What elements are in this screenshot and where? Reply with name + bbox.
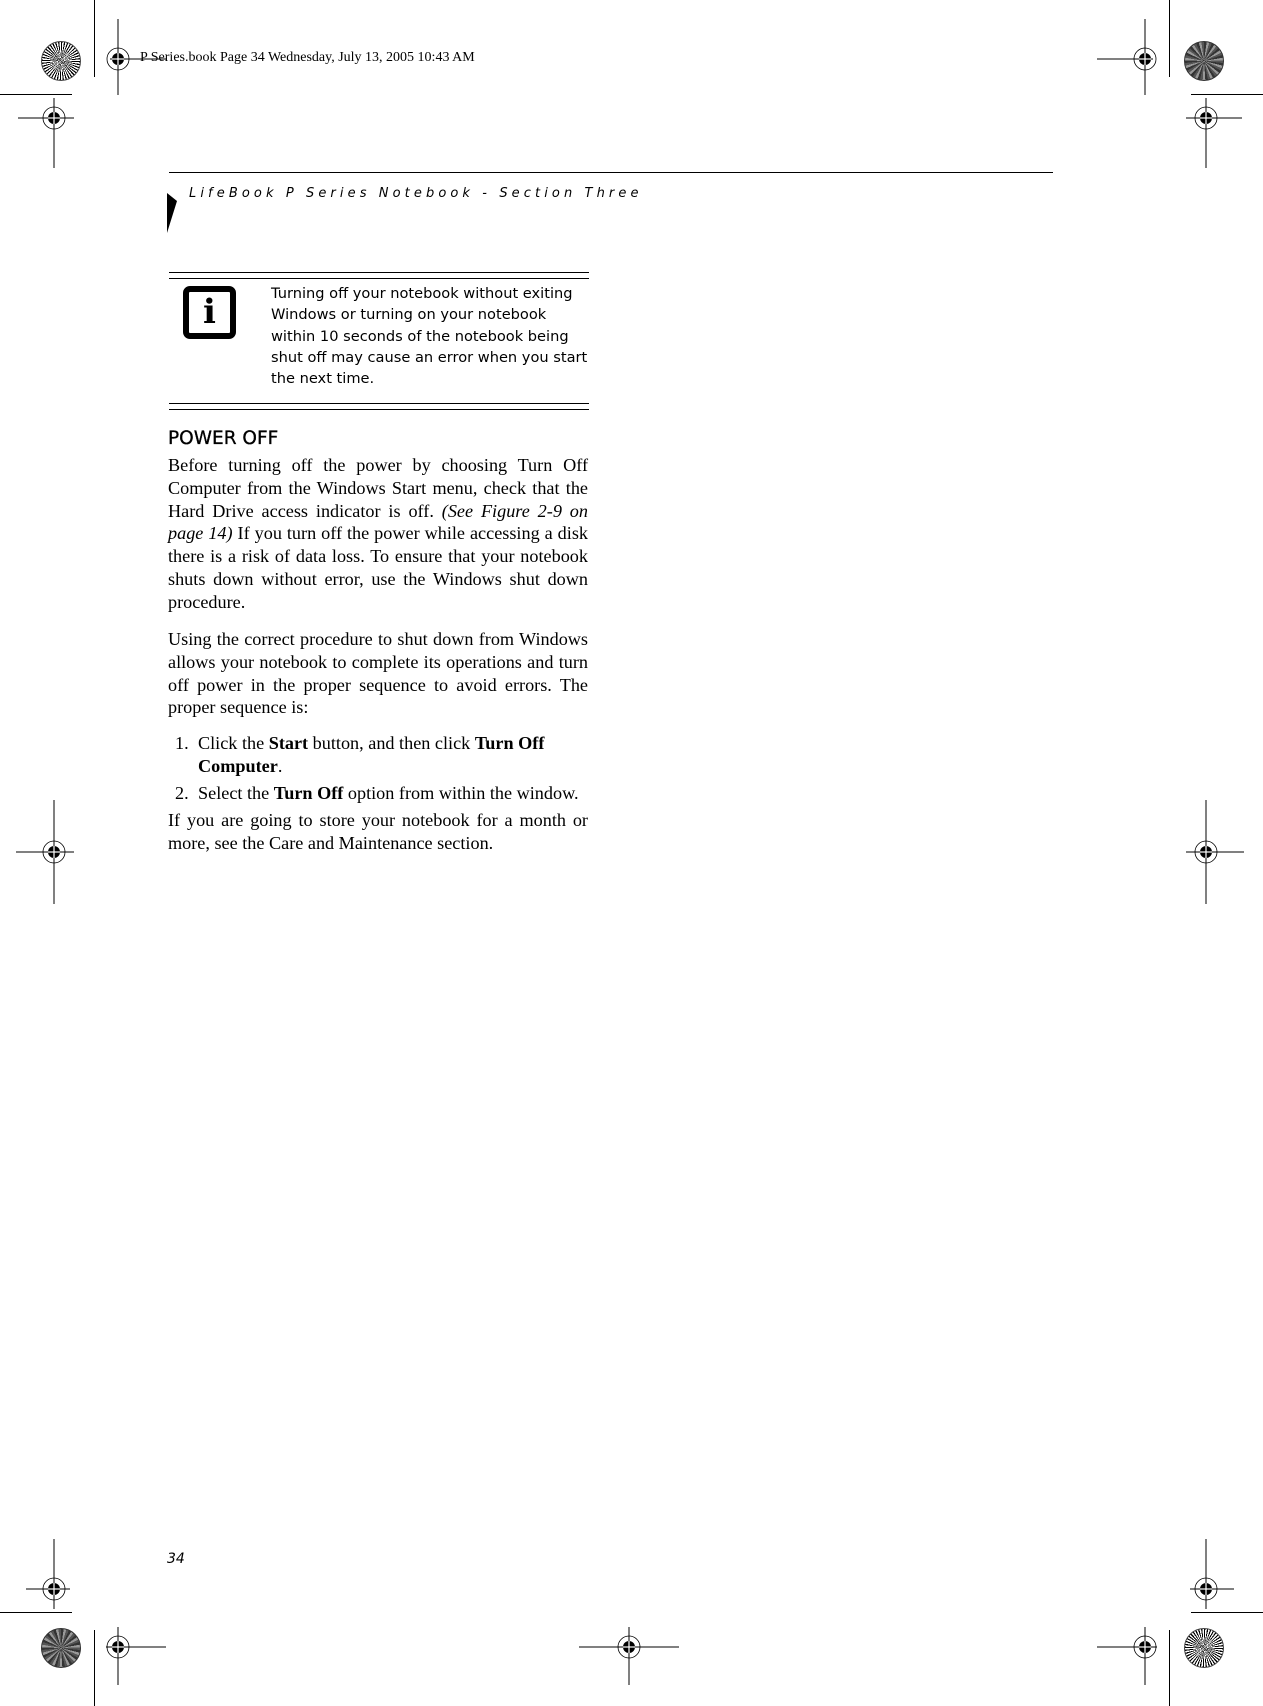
note-bottom-rule bbox=[169, 403, 589, 410]
step-item: 1. Click the Start button, and then click Turn Off Computer. bbox=[175, 733, 545, 776]
paragraph-power-off-intro: Before turning off the power by choosing Turn Off Computer from the Windows Start menu, check that the Hard Drive access indicator is off. (See Figure 2-9 on page 14) If you turn off the power while accessing a disk there is a risk of data loss. To ensure that your notebook shuts down without error, use the Windows shut down procedure. bbox=[168, 455, 588, 612]
info-icon: i bbox=[183, 286, 236, 339]
registration-target-icon bbox=[1095, 1597, 1195, 1697]
paragraph-storage: If you are going to store your notebook for a month or more, see the Care and Maintenance section. bbox=[168, 810, 588, 853]
print-slug: P Series.book Page 34 Wednesday, July 13, 2005 10:43 AM bbox=[140, 50, 475, 65]
running-header-tab bbox=[167, 193, 177, 233]
page-number: 34 bbox=[167, 1551, 185, 1567]
running-header: LifeBook P Series Notebook - Section Three bbox=[189, 186, 643, 201]
running-header-rule bbox=[169, 172, 1053, 173]
section-heading: POWER OFF bbox=[168, 428, 279, 449]
paragraph-procedure: Using the correct procedure to shut down from Windows allows your notebook to complete its operations and turn off power in the proper sequence to avoid errors. The proper sequence is: bbox=[168, 629, 588, 718]
step-item: 2. Select the Turn Off option from within the window. bbox=[175, 782, 579, 803]
registration-target-icon bbox=[1156, 68, 1256, 168]
registration-target-icon bbox=[574, 1597, 684, 1697]
registration-target-icon bbox=[4, 68, 104, 168]
steps-list bbox=[168, 732, 592, 808]
registration-target-icon bbox=[1156, 797, 1256, 907]
figure-reference: (See Figure 2-9 on page 14) bbox=[168, 500, 588, 544]
registration-target-icon bbox=[4, 797, 104, 907]
registration-target-icon bbox=[68, 1597, 168, 1697]
note-text: Turning off your notebook without exiting Windows or turning on your notebook within 10 seconds of the notebook being shut off may cause an error when you start the next time. bbox=[271, 285, 588, 388]
note-top-rule bbox=[169, 272, 589, 279]
